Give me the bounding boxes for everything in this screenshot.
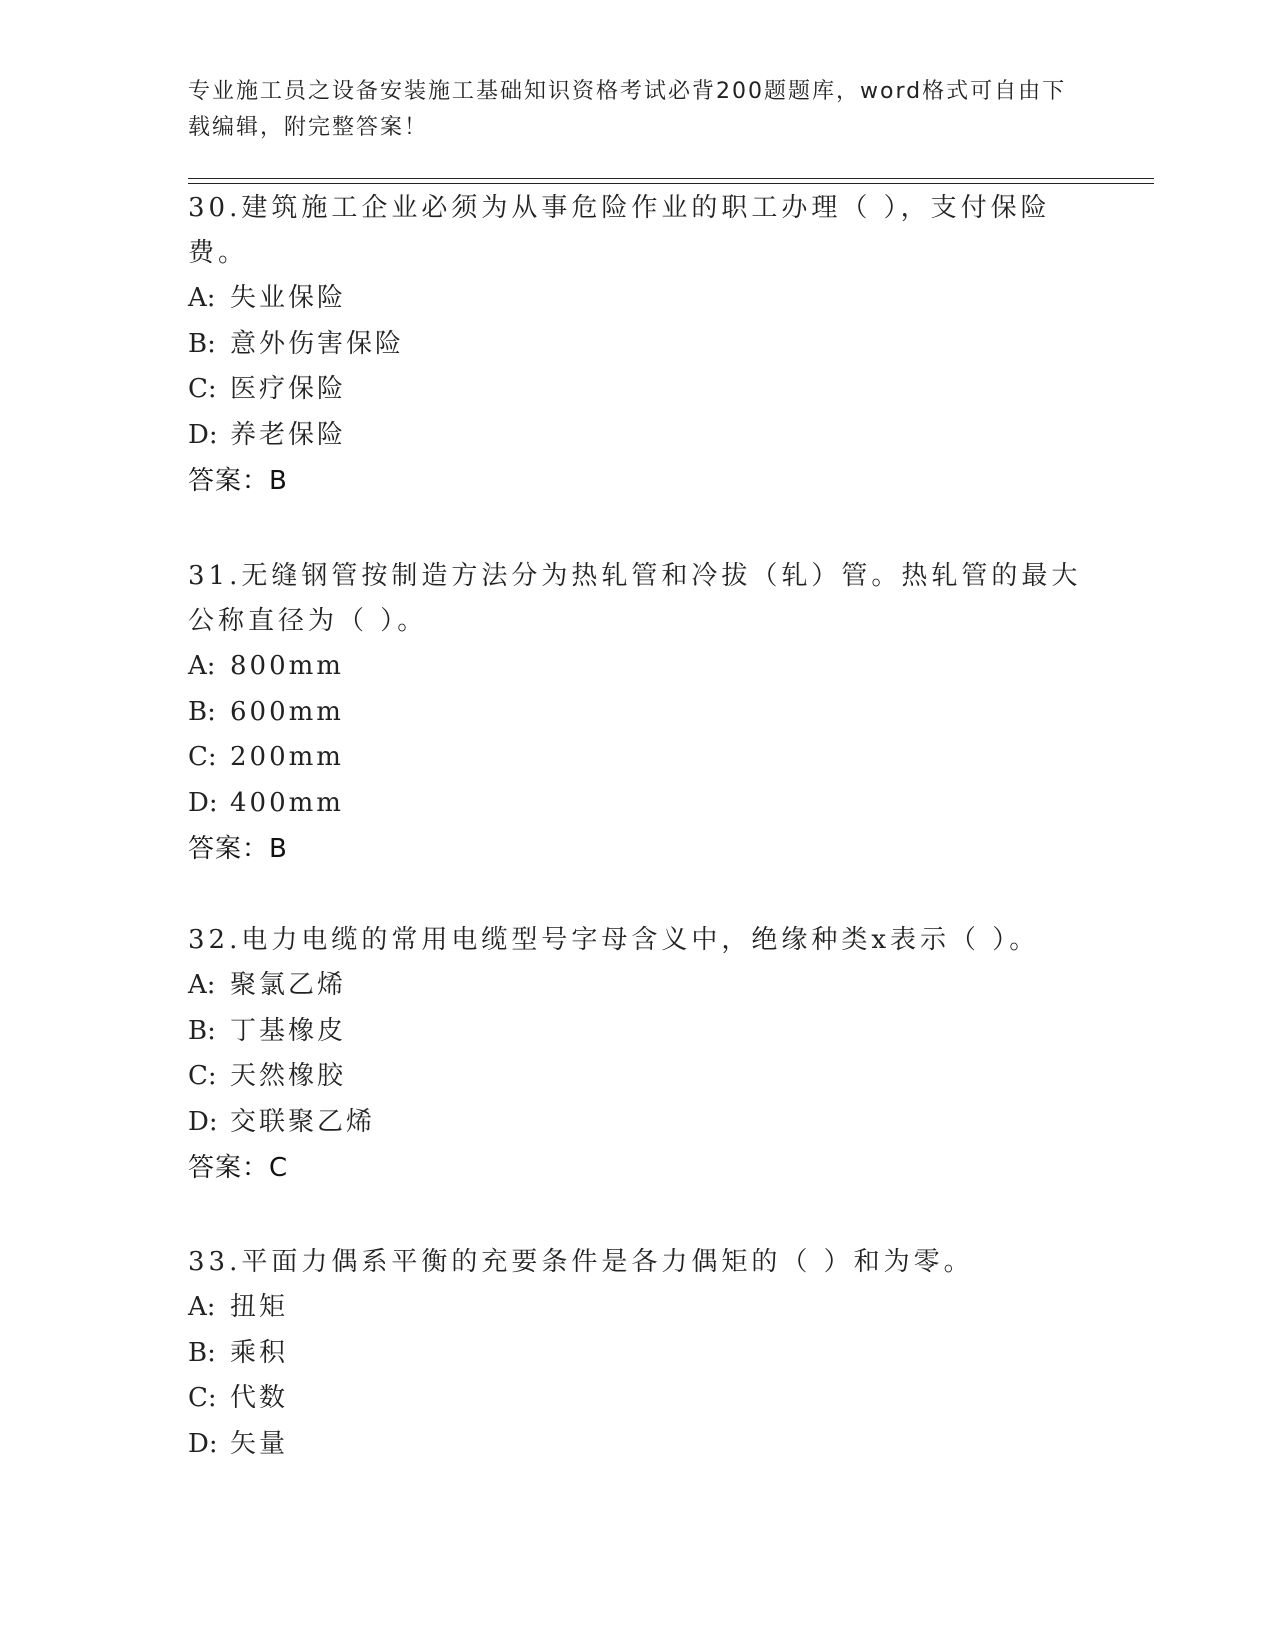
option-a <box>188 644 1088 690</box>
question-30 <box>188 186 1088 504</box>
option-d <box>188 1422 1088 1468</box>
option-letter: B: <box>188 1337 216 1368</box>
question-stem: 32.电力电缆的常用电缆型号字母含义中，绝缘种类x表示（ ）。 <box>188 925 1040 955</box>
document-header: 专业施工员之设备安装施工基础知识资格考试必背200题题库，word格式可自由下载编辑，附完整答案！ <box>188 79 1067 140</box>
option-letter: B: <box>188 696 216 727</box>
option-a <box>188 963 1088 1009</box>
option-letter: D: <box>188 787 218 818</box>
question-stem: 33.平面力偶系平衡的充要条件是各力偶矩的（ ）和为零。 <box>188 1247 974 1277</box>
option-c <box>188 1054 1088 1100</box>
option-letter: C: <box>188 374 217 404</box>
option-letter: B: <box>188 1015 216 1046</box>
option-letter: C: <box>188 1061 217 1091</box>
option-b <box>188 1009 1088 1055</box>
question-stem: 31.无缝钢管按制造方法分为热轧管和冷拔（轧）管。热轧管的最大公称直径为（ ）。 <box>188 561 1082 636</box>
option-letter: A: <box>188 283 216 313</box>
option-text: 聚氯乙烯 <box>230 970 347 1000</box>
option-letter: A: <box>188 651 216 681</box>
question-31 <box>188 554 1088 872</box>
option-a <box>188 1285 1088 1331</box>
option-text: 乘积 <box>230 1337 289 1368</box>
answer: 答案：B <box>188 466 288 496</box>
question-32 <box>188 918 1088 1191</box>
option-letter: C: <box>188 742 217 772</box>
question-33 <box>188 1240 1088 1467</box>
option-text: 200mm <box>230 742 344 772</box>
option-text: 代数 <box>230 1383 289 1413</box>
option-c <box>188 367 1088 413</box>
option-text: 800mm <box>230 651 344 681</box>
option-text: 矢量 <box>230 1428 289 1459</box>
option-d <box>188 1100 1088 1146</box>
option-text: 600mm <box>230 696 344 727</box>
header-divider-top <box>188 178 1154 179</box>
answer: 答案：C <box>188 1153 289 1183</box>
option-text: 扭矩 <box>230 1292 289 1322</box>
option-letter: D: <box>188 419 218 450</box>
option-a <box>188 276 1088 322</box>
option-text: 400mm <box>230 787 344 818</box>
option-d <box>188 413 1088 459</box>
option-text: 失业保险 <box>230 283 347 313</box>
question-stem: 30.建筑施工企业必须为从事危险作业的职工办理（ ），支付保险费。 <box>188 193 1051 268</box>
option-text: 交联聚乙烯 <box>230 1106 376 1137</box>
option-text: 养老保险 <box>230 419 347 450</box>
option-letter: A: <box>188 1292 216 1322</box>
answer: 答案：B <box>188 834 288 864</box>
option-letter: C: <box>188 1383 217 1413</box>
option-b <box>188 690 1088 736</box>
option-b <box>188 322 1088 368</box>
option-text: 天然橡胶 <box>230 1061 347 1091</box>
option-c <box>188 735 1088 781</box>
option-letter: D: <box>188 1106 218 1137</box>
option-text: 医疗保险 <box>230 374 347 404</box>
header-divider-bottom <box>188 183 1154 184</box>
option-letter: A: <box>188 970 216 1000</box>
option-d <box>188 781 1088 827</box>
option-letter: D: <box>188 1428 218 1459</box>
option-b <box>188 1331 1088 1377</box>
option-text: 丁基橡皮 <box>230 1015 347 1046</box>
option-letter: B: <box>188 328 216 359</box>
option-c <box>188 1376 1088 1422</box>
option-text: 意外伤害保险 <box>230 328 405 359</box>
